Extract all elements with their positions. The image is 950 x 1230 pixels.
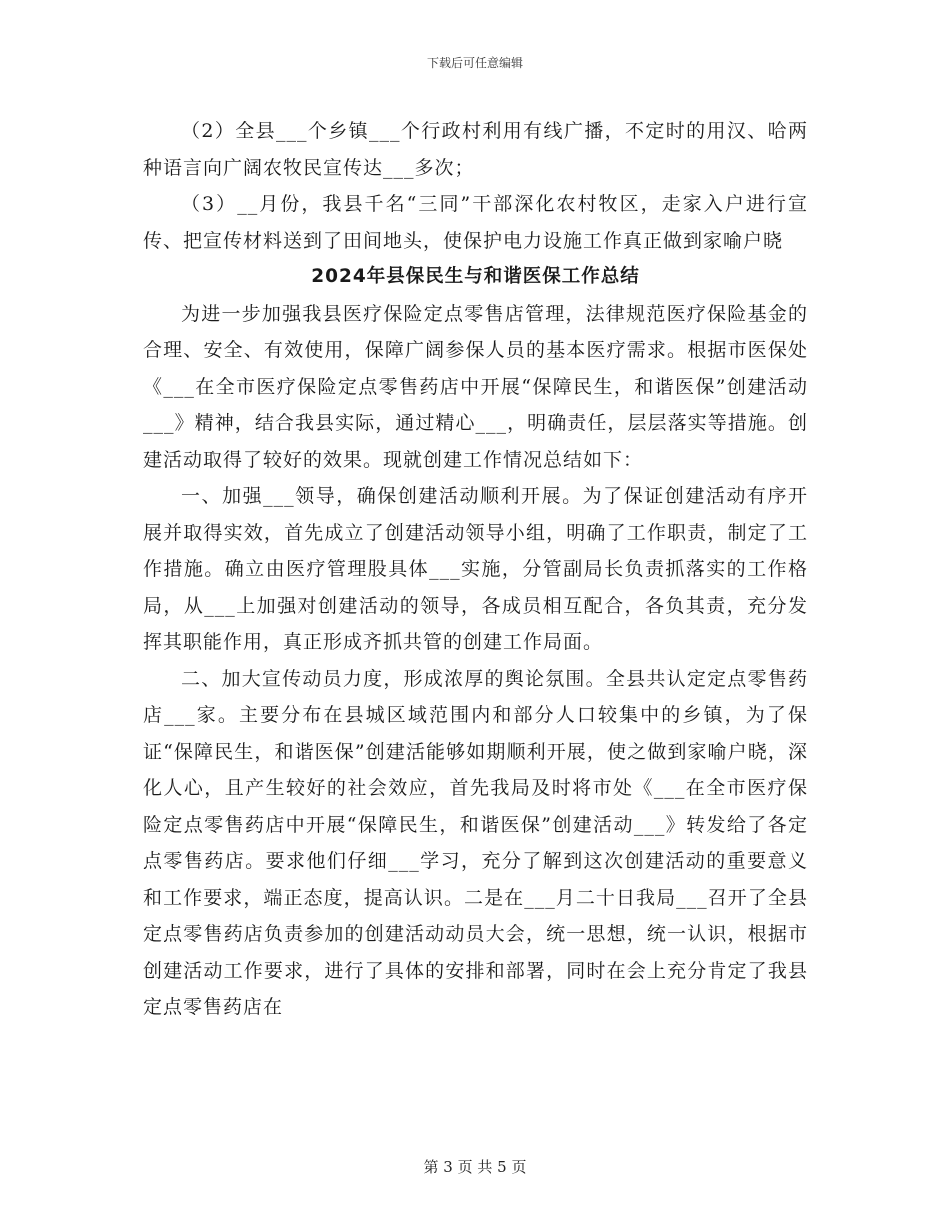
paragraph-item-3: （3）__月份，我县千名“三同”干部深化农村牧区，走家入户进行宣传、把宣传材料送到了田间地头，使保护电力设施工作真正做到家喻户晓 [143, 193, 808, 252]
paragraph-item-2: （2）全县___个乡镇___个行政村利用有线广播，不定时的用汉、哈两种语言向广阔农牧民宣传达___多次； [143, 120, 808, 179]
paragraph-intro: 为进一步加强我县医疗保险定点零售店管理，法律规范医疗保险基金的合理、安全、有效使用，保障广阔参保人员的基本医疗需求。根据市医保处《___在全市医疗保险定点零售药店中开展“保障民生，和谐医保”创建活动___》精神，结合我县实际，通过精心___，明确责任，层层落实等措施。创建活动取得了较好的效果。现就创建工作情况总结如下： [143, 302, 808, 471]
page-header-note: 下载后可任意编辑 [426, 56, 523, 70]
paragraph-section-2: 二、加大宣传动员力度，形成浓厚的舆论氛围。全县共认定定点零售药店___家。主要分布在县城区域范围内和部分人口较集中的乡镇，为了保证“保障民生，和谐医保”创建活能够如期顺利开展，使之做到家喻户晓，深化人心，且产生较好的社会效应，首先我局及时将市处《___在全市医疗保险定点零售药店中开展“保障民生，和谐医保”创建活动___》转发给了各定点零售药店。要求他们仔细___学习，充分了解到这次创建活动的重要意义和工作要求，端正态度，提高认识。二是在___月二十日我局___召开了全县定点零售药店负责参加的创建活动动员大会，统一思想，统一认识，根据市创建活动工作要求，进行了具体的安排和部署，同时在会上充分肯定了我县定点零售药店在 [143, 667, 808, 1018]
document-body [143, 113, 808, 1026]
page-number-footer: 第 3 页 共 5 页 [423, 1158, 527, 1176]
document-title: 2024年县保民生与和谐医保工作总结 [311, 266, 640, 287]
paragraph-section-1: 一、加强___领导，确保创建活动顺利开展。为了保证创建活动有序开展并取得实效，首先成立了创建活动领导小组，明确了工作职责，制定了工作措施。确立由医疗管理股具体___实施，分管副局长负责抓落实的工作格局，从___上加强对创建活动的领导，各成员相互配合，各负其责，充分发挥其职能作用，真正形成齐抓共管的创建工作局面。 [143, 485, 808, 653]
